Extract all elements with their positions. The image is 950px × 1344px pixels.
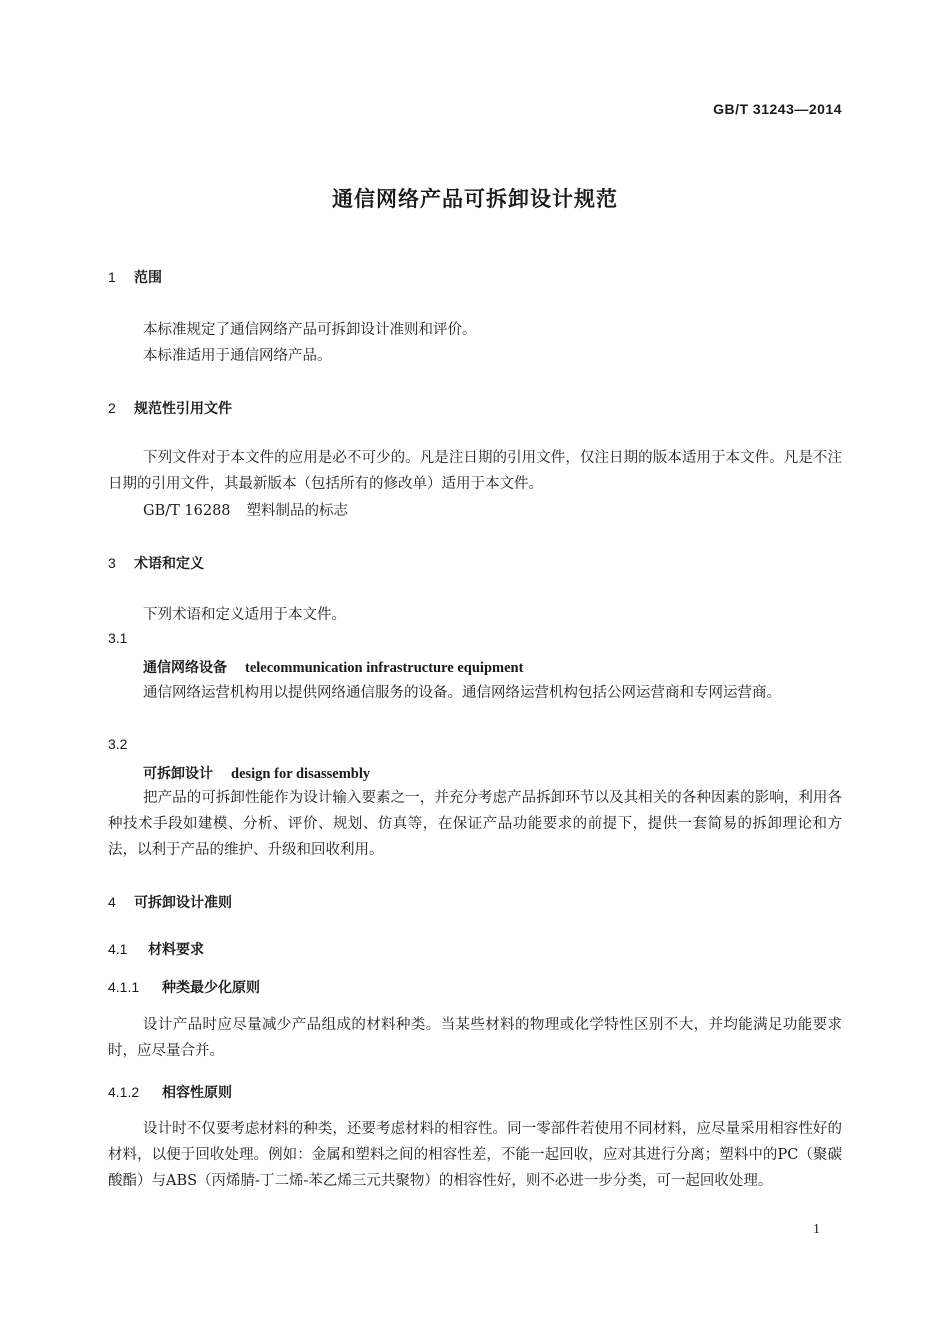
term-chinese: 可拆卸设计 bbox=[143, 766, 213, 782]
section-title: 规范性引用文件 bbox=[134, 401, 232, 417]
page-number: 1 bbox=[813, 1222, 820, 1237]
section-number: 4.1.2 bbox=[108, 1084, 140, 1100]
term-3-2-number: 3.2 bbox=[108, 736, 128, 752]
section-4-1-1-heading bbox=[108, 977, 260, 997]
term-3-1-heading bbox=[143, 657, 523, 677]
term-english: design for disassembly bbox=[231, 766, 371, 782]
section-number: 2 bbox=[108, 400, 116, 416]
reference-code: GB/T 16288 bbox=[143, 503, 231, 519]
section-1-heading bbox=[108, 267, 162, 287]
term-3-2-definition: 把产品的可拆卸性能作为设计输入要素之一，并充分考虑产品拆卸环节以及其相关的各种因素的影响，利用各种技术手段如建模、分析、评价、规划、仿真等，在保证产品功能要求的前提下，提供一套简易的拆卸理论和方法，以利于产品的维护、升级和回收利用。 bbox=[108, 790, 842, 858]
section-2-paragraph: 下列文件对于本文件的应用是必不可少的。凡是注日期的引用文件，仅注日期的版本适用于本文件。凡是不注日期的引用文件，其最新版本（包括所有的修改单）适用于本文件。 bbox=[108, 450, 842, 492]
normative-reference bbox=[143, 499, 348, 520]
term-3-2-heading bbox=[143, 763, 370, 783]
standard-number: GB/T 31243—2014 bbox=[713, 101, 842, 117]
section-3-intro: 下列术语和定义适用于本文件。 bbox=[143, 607, 346, 623]
section-title: 可拆卸设计准则 bbox=[134, 895, 232, 911]
section-number: 4.1 bbox=[108, 941, 128, 957]
section-number: 4.1.1 bbox=[108, 979, 140, 995]
section-title: 术语和定义 bbox=[134, 556, 204, 572]
section-4-1-2-paragraph: 设计时不仅要考虑材料的种类，还要考虑材料的相容性。同一零部件若使用不同材料，应尽量采用相容性好的材料，以便于回收处理。例如：金属和塑料之间的相容性差，不能一起回收，应对其进行分离；塑料中的PC（聚碳酸酯）与ABS（丙烯腈-丁二烯-苯乙烯三元共聚物）的相容性好，则不必进一步分类，可一起回收处理。 bbox=[108, 1121, 842, 1189]
section-number: 3 bbox=[108, 555, 116, 571]
section-number: 4 bbox=[108, 894, 116, 910]
section-title: 相容性原则 bbox=[162, 1085, 232, 1101]
section-4-1-heading bbox=[108, 939, 204, 959]
section-4-1-2-heading bbox=[108, 1082, 232, 1102]
term-3-1-definition: 通信网络运营机构用以提供网络通信服务的设备。通信网络运营机构包括公网运营商和专网运营商。 bbox=[143, 685, 781, 701]
section-1-line-1: 本标准规定了通信网络产品可拆卸设计准则和评价。 bbox=[143, 322, 477, 338]
section-title: 范围 bbox=[134, 270, 162, 286]
section-number: 1 bbox=[108, 269, 116, 285]
term-3-1-number: 3.1 bbox=[108, 630, 128, 646]
section-4-heading bbox=[108, 892, 232, 912]
document-title: 通信网络产品可拆卸设计规范 bbox=[332, 187, 618, 211]
term-chinese: 通信网络设备 bbox=[143, 660, 227, 676]
section-title: 材料要求 bbox=[148, 942, 204, 958]
term-english: telecommunication infrastructure equipment bbox=[245, 660, 524, 676]
section-title: 种类最少化原则 bbox=[162, 980, 260, 996]
section-1-line-2: 本标准适用于通信网络产品。 bbox=[143, 348, 332, 364]
section-4-1-1-paragraph: 设计产品时应尽量减少产品组成的材料种类。当某些材料的物理或化学特性区别不大，并均能满足功能要求时，应尽量合并。 bbox=[108, 1017, 842, 1059]
section-2-heading bbox=[108, 398, 232, 418]
reference-title: 塑料制品的标志 bbox=[246, 503, 349, 519]
section-3-heading bbox=[108, 553, 204, 573]
